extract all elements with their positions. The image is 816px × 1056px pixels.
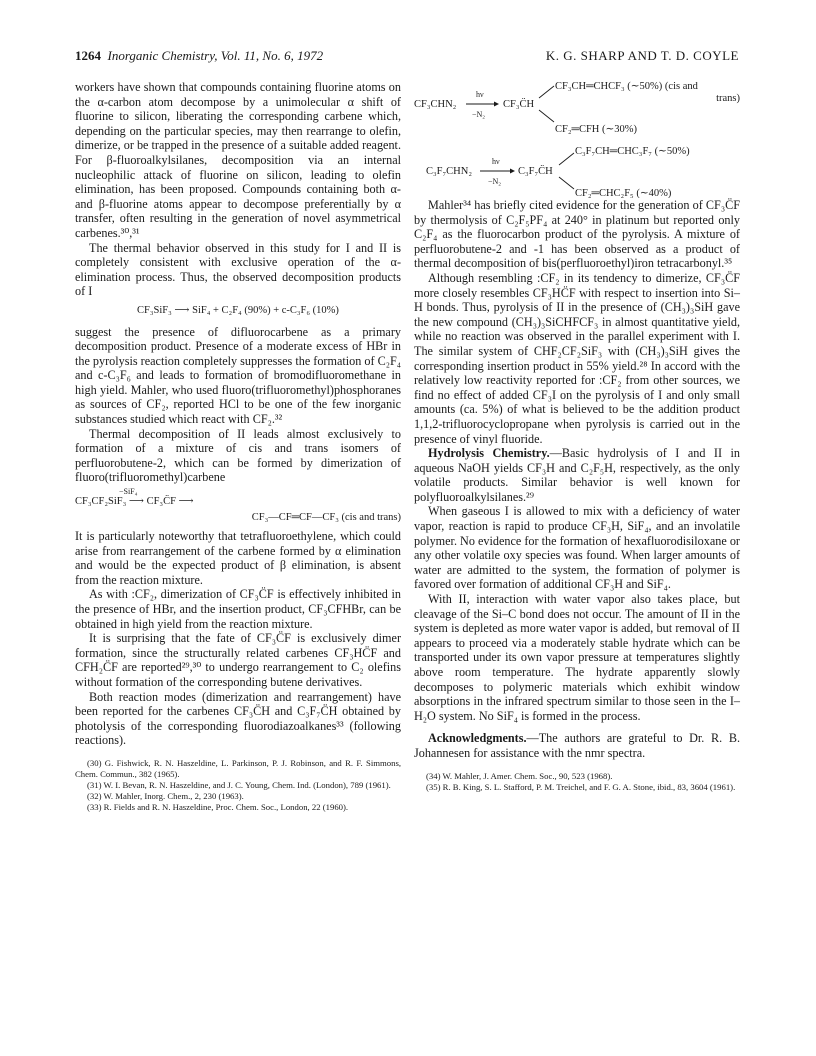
scheme-1-branch-down [539,110,554,122]
equation-2-condition: −SiF₄ [119,487,138,497]
scheme-2-arrowhead [510,169,515,174]
acknowledgments-text: —The authors are grateful to Dr. R. B. Johannesen for assistance with the nmr spectra. [414,731,740,760]
scheme-2-top-product: C₃F₇CH═CHC₃F₇ (∼50%) [575,146,690,157]
page-header-left [75,48,323,64]
footnote: (33) R. Fields and R. N. Haszeldine, Proc. Chem. Soc., London, 22 (1960). [87,801,349,812]
scheme-2-branch-down [559,177,574,189]
paragraph: It is particularly noteworthy that tetrafluoroethylene, which could arise from rearrangement of the carbene formed by α elimination and would be the expected product of β elimination, is absent from the reaction mixture. [75,529,401,587]
paragraph: Although resembling :CF₂ in its tendency to dimerize, CF₃C̈F more closely resembles CF₃HC̈F with respect to insertion into Si–H bonds. Thus, pyrolysis of II in the presence of (CH₃)₃SiH gave the new compound (CH₃)₃SiCHFCF₃ in almost quantitative yield, while no reaction was observed in the parallel experiment with I. The similar system of CHF₂CF₂SiF₃ with (CH₃)₃SiH gives the corresponding insertion product in 55% yield.²⁸ In accord with the relatively low reactivity reported for :CF₂ from other sources, we find no effect of added CF₃I on the pyrolysis of I and only small amounts (ca. 5%) of what is believed to be the addition product 1,1,2-trifluorocyclopropane when pyrolysis is carried out in the presence of vinyl fluoride. [414,270,740,446]
section-heading-hydrolysis: Hydrolysis Chemistry. [428,446,550,461]
paragraph-text: —Basic hydrolysis of I and II in aqueous NaOH yields CF₃H and C₂F₅H, respectively, as the only volatile products. Similar behavior is well known for polyfluoroalkylsilanes.²⁹ [414,446,740,504]
acknowledgments [414,731,740,760]
paragraph: It is surprising that the fate of CF₃C̈F is exclusively dimer formation, since the structurally related carbenes CF₃HC̈F and CFH₂C̈F are reported²⁹,³⁰ to undergo rearrangement to C₂ olefins without formation of the corresponding butene derivatives. [75,631,401,689]
paragraph: workers have shown that compounds containing fluorine atoms on the α-carbon atom decompose by a unimolecular α shift of fluorine to silicon, liberating the corresponding carbene which, depending on the particular species, may then rearrange to olefin, dimerize, or be trapped in the presence of a suitable added reagent. For β-fluoroalkylsilanes, decomposition via an internal nucleophilic attack of fluorine on silicon, leading to olefin elimination, has been proposed. Compounds containing both α- and β-fluorine atoms appear to decompose preferentially by α transfer, often resulting in the generation of novel asymmetrical carbenes.³⁰,³¹ [75,80,401,240]
paragraph: When gaseous I is allowed to mix with a deficiency of water vapor, reaction is rapid to produce CF₃H, SiF₄, and an involatile polymer. No evidence for the formation of hexafluorodisiloxane or any other volatile oxy species was found. When larger amounts of water are admitted to the system, the formation of polymer is favored over formation of additional CF₃H and SiF₄. [414,504,740,592]
paragraph: Both reaction modes (dimerization and rearrangement) have been reported for the carbenes CF₃C̈H and C₃F₇C̈H obtained by photolysis of the corresponding fluorodiazoalkanes³³ (following reactions). [75,689,401,748]
scheme-1-hv: hν [476,90,484,99]
scheme-2-minus-n2: −N₂ [488,177,502,186]
journal-citation: Inorganic Chemistry, Vol. 11, No. 6, 1972 [107,48,324,63]
footnote: (35) R. B. King, S. L. Stafford, P. M. Treichel, and F. G. A. Stone, ibid., 83, 3604 (1961). [426,781,736,792]
equation-2 [75,487,401,525]
paragraph: The thermal behavior observed in this study for I and II is completely consistent with exclusive operation of the α-elimination process. Thus, the observed decomposition products of I [75,240,401,299]
scheme-2-hv: hν [492,157,500,166]
footnotes-right [414,771,740,793]
footnote: (31) W. I. Bevan, R. N. Haszeldine, and J. C. Young, Chem. Ind. (London), 789 (1961). [87,779,391,790]
footnotes-left [75,758,401,813]
equation-2-products: CF₃—CF═CF—CF₃ (cis and trans) [251,512,401,524]
article-authors: K. G. SHARP AND T. D. COYLE [545,48,739,63]
paragraph: Mahler³⁴ has briefly cited evidence for the generation of CF₃C̈F by thermolysis of C₂F₅PF₄ at 240° in platinum but reported only C₂F₄ as the fluorocarbon product of the pyrolysis. A mixture of perfluorobutene-2 and -1 has been observed as a product of thermal decomposition of bis(perfluoroethyl)iron tetracarbonyl.³⁵ [414,198,740,271]
scheme-2-branch-up [559,153,574,165]
left-column [75,80,401,813]
scheme-2-reactant: C₃F₇CHN₂ [426,166,472,177]
scheme-1-carbene: CF₃C̈H [503,99,535,110]
paragraph: As with :CF₂, dimerization of CF₃C̈F is effectively inhibited in the presence of HBr, and the insertion product, CF₃CFHBr, can be obtained in high yield from the reaction mixture. [75,587,401,631]
right-column [414,80,740,793]
paragraph: suggest the presence of difluorocarbene as a primary decomposition product. Presence of a moderate excess of HBr in the pyrolysis reaction completely suppresses the formation of C₂F₄ and c-C₃F₆ and leads to formation of bromodifluoromethane in high yield. Mahler, who used fluoro(trifluoromethyl)phosphoranes as sources of CF₂, reported HCl to be one of the few inorganic substances studied which react with CF₂.³² [75,324,401,427]
equation-2-reactants: CF₃CF₂SiF₃ ⟶ CF₃C̈F ⟶ [75,496,194,508]
scheme-2-carbene: C₃F₇C̈H [518,166,553,177]
scheme-1-reactant: CF₃CHN₂ [414,99,457,110]
page-header [75,48,739,66]
paragraph: With II, interaction with water vapor also takes place, but cleavage of the Si–C bond does not occur. The amount of II in the system is depleted as more water vapor is added, but removal of II appears to proceed via a moderately stable hydrate which can be transported under its own vapor pressure at temperatures slightly above room temperature. The hydrate apparently slowly decomposes to polymeric materials which exhibit window absorptions in the infrared spectrum similar to those seen in the I–H₂O system. No SiF₄ is formed in the process. [414,592,740,723]
paragraph [414,446,740,504]
scheme-1-top-product: CF₃CH═CHCF₃ (∼50%) (cis and [555,81,698,92]
footnote: (30) G. Fishwick, R. N. Haszeldine, L. Parkinson, P. J. Robinson, and R. F. Simmons, Chem. Commun., 382 (1965). [75,757,401,779]
footnote: (34) W. Mahler, J. Amer. Chem. Soc., 90, 523 (1968). [426,770,613,781]
scheme-2-bottom-product: CF₂═CHC₂F₅ (∼40%) [575,188,672,198]
footnote: (32) W. Mahler, Inorg. Chem., 2, 230 (1963). [87,790,244,801]
reaction-scheme [414,80,740,198]
scheme-1-minus-n2: −N₂ [472,110,486,119]
page-number: 1264 [75,48,101,63]
scheme-1-bottom-product: CF₂═CFH (∼30%) [555,124,638,135]
scheme-1-branch-up [539,86,554,98]
section-heading-acknowledgments: Acknowledgments. [428,731,527,746]
scheme-1-top-product-cont: trans) [716,93,740,104]
scheme-1-arrowhead [494,102,499,107]
equation-1: CF₃SiF₃ ⟶ SiF₄ + C₂F₄ (90%) + c-C₃F₆ (10%) [137,304,339,316]
paragraph: Thermal decomposition of II leads almost exclusively to formation of a mixture of cis and trans isomers of perfluorobutene-2, which can be formed by dimerization of fluoro(trifluoromethyl)carbene [75,426,401,485]
